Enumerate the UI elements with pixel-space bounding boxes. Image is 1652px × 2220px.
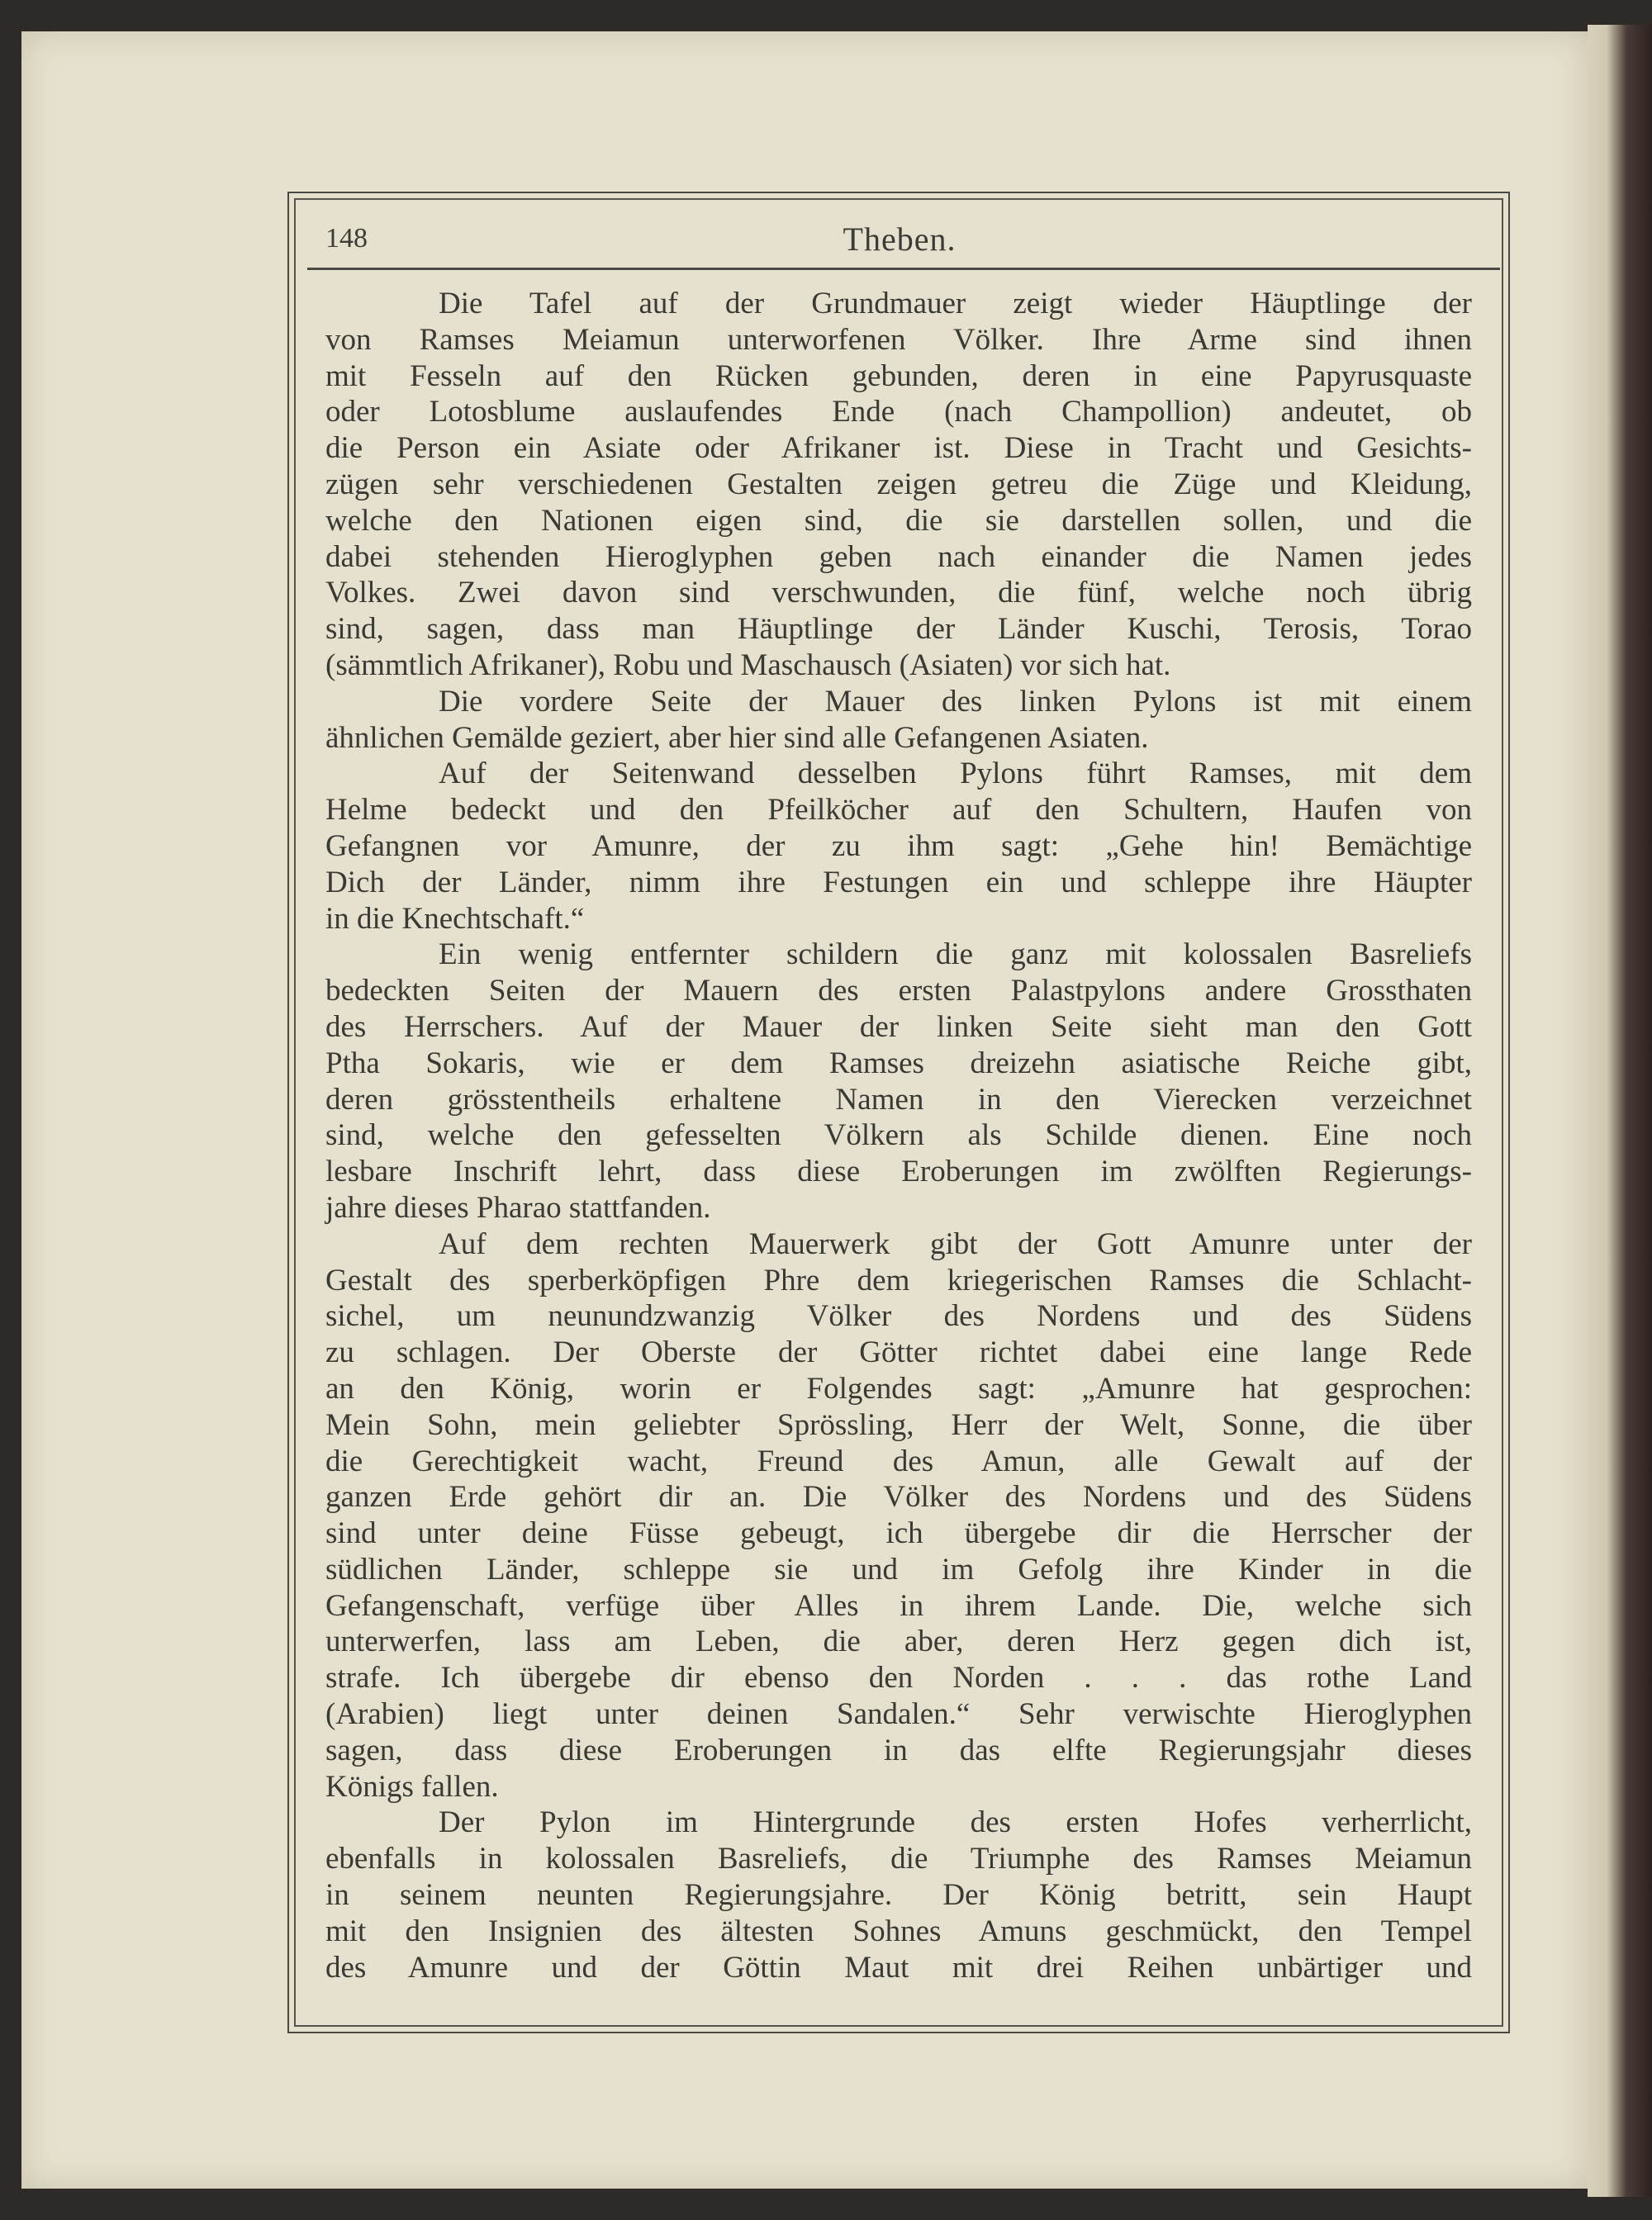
text-line: des Herrschers. Auf der Mauer der linken Seite sieht man den Gott bbox=[325, 1009, 1472, 1044]
text-line: mit Fesseln auf den Rücken gebunden, deren in eine Papyrusquaste bbox=[325, 358, 1472, 393]
paragraph bbox=[325, 756, 1472, 937]
text-line: sagen, dass diese Eroberungen in das elfte Regierungsjahr dieses bbox=[325, 1733, 1472, 1767]
text-line: unterwerfen, lass am Leben, die aber, deren Herz gegen dich ist, bbox=[325, 1625, 1472, 1659]
text-line: lesbare Inschrift lehrt, dass diese Eroberungen im zwölften Regierungs- bbox=[325, 1155, 1472, 1189]
text-line: (sämmtlich Afrikaner), Robu und Maschausch (Asiaten) vor sich hat. bbox=[325, 648, 1171, 682]
text-line: in die Knechtschaft.“ bbox=[325, 901, 585, 936]
text-line: zügen sehr verschiedenen Gestalten zeigen getreu die Züge und Kleidung, bbox=[325, 467, 1472, 501]
paragraph bbox=[325, 684, 1472, 757]
text-line: sind, sagen, dass man Häuptlinge der Länder Kuschi, Terosis, Torao bbox=[325, 612, 1472, 647]
text-line: Volkes. Zwei davon sind verschwunden, die fünf, welche noch übrig bbox=[325, 576, 1472, 610]
text-line: jahre dieses Pharao stattfanden. bbox=[325, 1190, 711, 1225]
text-line: bedeckten Seiten der Mauern des ersten Palastpylons andere Grossthaten bbox=[325, 974, 1472, 1008]
text-line: an den König, worin er Folgendes sagt: „Amunre hat gesprochen: bbox=[325, 1371, 1472, 1406]
header-rule bbox=[307, 268, 1500, 270]
text-line: deren grösstentheils erhaltene Namen in den Vierecken verzeichnet bbox=[325, 1082, 1472, 1117]
text-line: Der Pylon im Hintergrunde des ersten Hofes verherrlicht, bbox=[439, 1805, 1472, 1840]
text-line: Dich der Länder, nimm ihre Festungen ein und schleppe ihre Häupter bbox=[325, 865, 1472, 899]
paragraph bbox=[325, 286, 1472, 684]
page-number: 148 bbox=[325, 223, 368, 254]
paragraph bbox=[325, 937, 1472, 1226]
text-line: Auf dem rechten Mauerwerk gibt der Gott Amunre unter der bbox=[439, 1226, 1472, 1261]
text-line: in seinem neunten Regierungsjahre. Der König betritt, sein Haupt bbox=[325, 1878, 1472, 1913]
text-line: Königs fallen. bbox=[325, 1769, 499, 1804]
text-line: dabei stehenden Hieroglyphen geben nach einander die Namen jedes bbox=[325, 539, 1472, 574]
text-line: die Gerechtigkeit wacht, Freund des Amun, alle Gewalt auf der bbox=[325, 1444, 1472, 1478]
text-line: Ptha Sokaris, wie er dem Ramses dreizehn asiatische Reiche gibt, bbox=[325, 1046, 1472, 1080]
running-title: Theben. bbox=[843, 221, 957, 258]
text-line: von Ramses Meiamun unterworfenen Völker. Ihre Arme sind ihnen bbox=[325, 322, 1472, 357]
text-line: ganzen Erde gehört dir an. Die Völker des Nordens und des Südens bbox=[325, 1480, 1472, 1515]
text-line: sichel, um neunundzwanzig Völker des Nordens und des Südens bbox=[325, 1299, 1472, 1334]
text-line: die Person ein Asiate oder Afrikaner ist. Diese in Tracht und Gesichts- bbox=[325, 431, 1472, 466]
text-line: ebenfalls in kolossalen Basreliefs, die Triumphe des Ramses Meiamun bbox=[325, 1842, 1472, 1876]
text-line: des Amunre und der Göttin Maut mit drei Reihen unbärtiger und bbox=[325, 1950, 1472, 1985]
text-line: sind, welche den gefesselten Völkern als Schilde dienen. Eine noch bbox=[325, 1118, 1472, 1153]
text-line: sind unter deine Füsse gebeugt, ich übergebe dir die Herrscher der bbox=[325, 1516, 1472, 1551]
text-line: Auf der Seitenwand desselben Pylons führt Ramses, mit dem bbox=[439, 757, 1472, 791]
text-line: Gestalt des sperberköpfigen Phre dem kriegerischen Ramses die Schlacht- bbox=[325, 1263, 1472, 1297]
text-line: welche den Nationen eigen sind, die sie darstellen sollen, und die bbox=[325, 503, 1472, 538]
text-line: oder Lotosblume auslaufendes Ende (nach Champollion) andeutet, ob bbox=[325, 395, 1472, 429]
paragraph bbox=[325, 1805, 1472, 1985]
text-line: Die vordere Seite der Mauer des linken Pylons ist mit einem bbox=[439, 684, 1472, 719]
text-line: Helme bedeckt und den Pfeilköcher auf den Schultern, Haufen von bbox=[325, 793, 1472, 828]
body-text bbox=[325, 286, 1472, 1985]
book-edge bbox=[1588, 25, 1652, 2197]
text-line: Mein Sohn, mein geliebter Sprössling, Herr der Welt, Sonne, die über bbox=[325, 1407, 1472, 1442]
text-line: ähnlichen Gemälde geziert, aber hier sind alle Gefangenen Asiaten. bbox=[325, 720, 1149, 755]
text-line: strafe. Ich übergebe dir ebenso den Norden . . . das rothe Land bbox=[325, 1661, 1472, 1696]
paragraph bbox=[325, 1226, 1472, 1805]
text-line: Gefangnen vor Amunre, der zu ihm sagt: „Gehe hin! Bemächtige bbox=[325, 828, 1472, 863]
text-line: Ein wenig entfernter schildern die ganz mit kolossalen Basreliefs bbox=[439, 937, 1472, 972]
text-line: Die Tafel auf der Grundmauer zeigt wieder Häuptlinge der bbox=[439, 287, 1472, 320]
text-line: mit den Insignien des ältesten Sohnes Amuns geschmückt, den Tempel bbox=[325, 1914, 1472, 1948]
running-head bbox=[325, 216, 1474, 258]
text-line: zu schlagen. Der Oberste der Götter richtet dabei eine lange Rede bbox=[325, 1335, 1472, 1370]
text-line: südlichen Länder, schleppe sie und im Gefolg ihre Kinder in die bbox=[325, 1552, 1472, 1587]
text-line: (Arabien) liegt unter deinen Sandalen.“ Sehr verwischte Hieroglyphen bbox=[325, 1697, 1472, 1732]
text-line: Gefangenschaft, verfüge über Alles in ihrem Lande. Die, welche sich bbox=[325, 1588, 1472, 1623]
